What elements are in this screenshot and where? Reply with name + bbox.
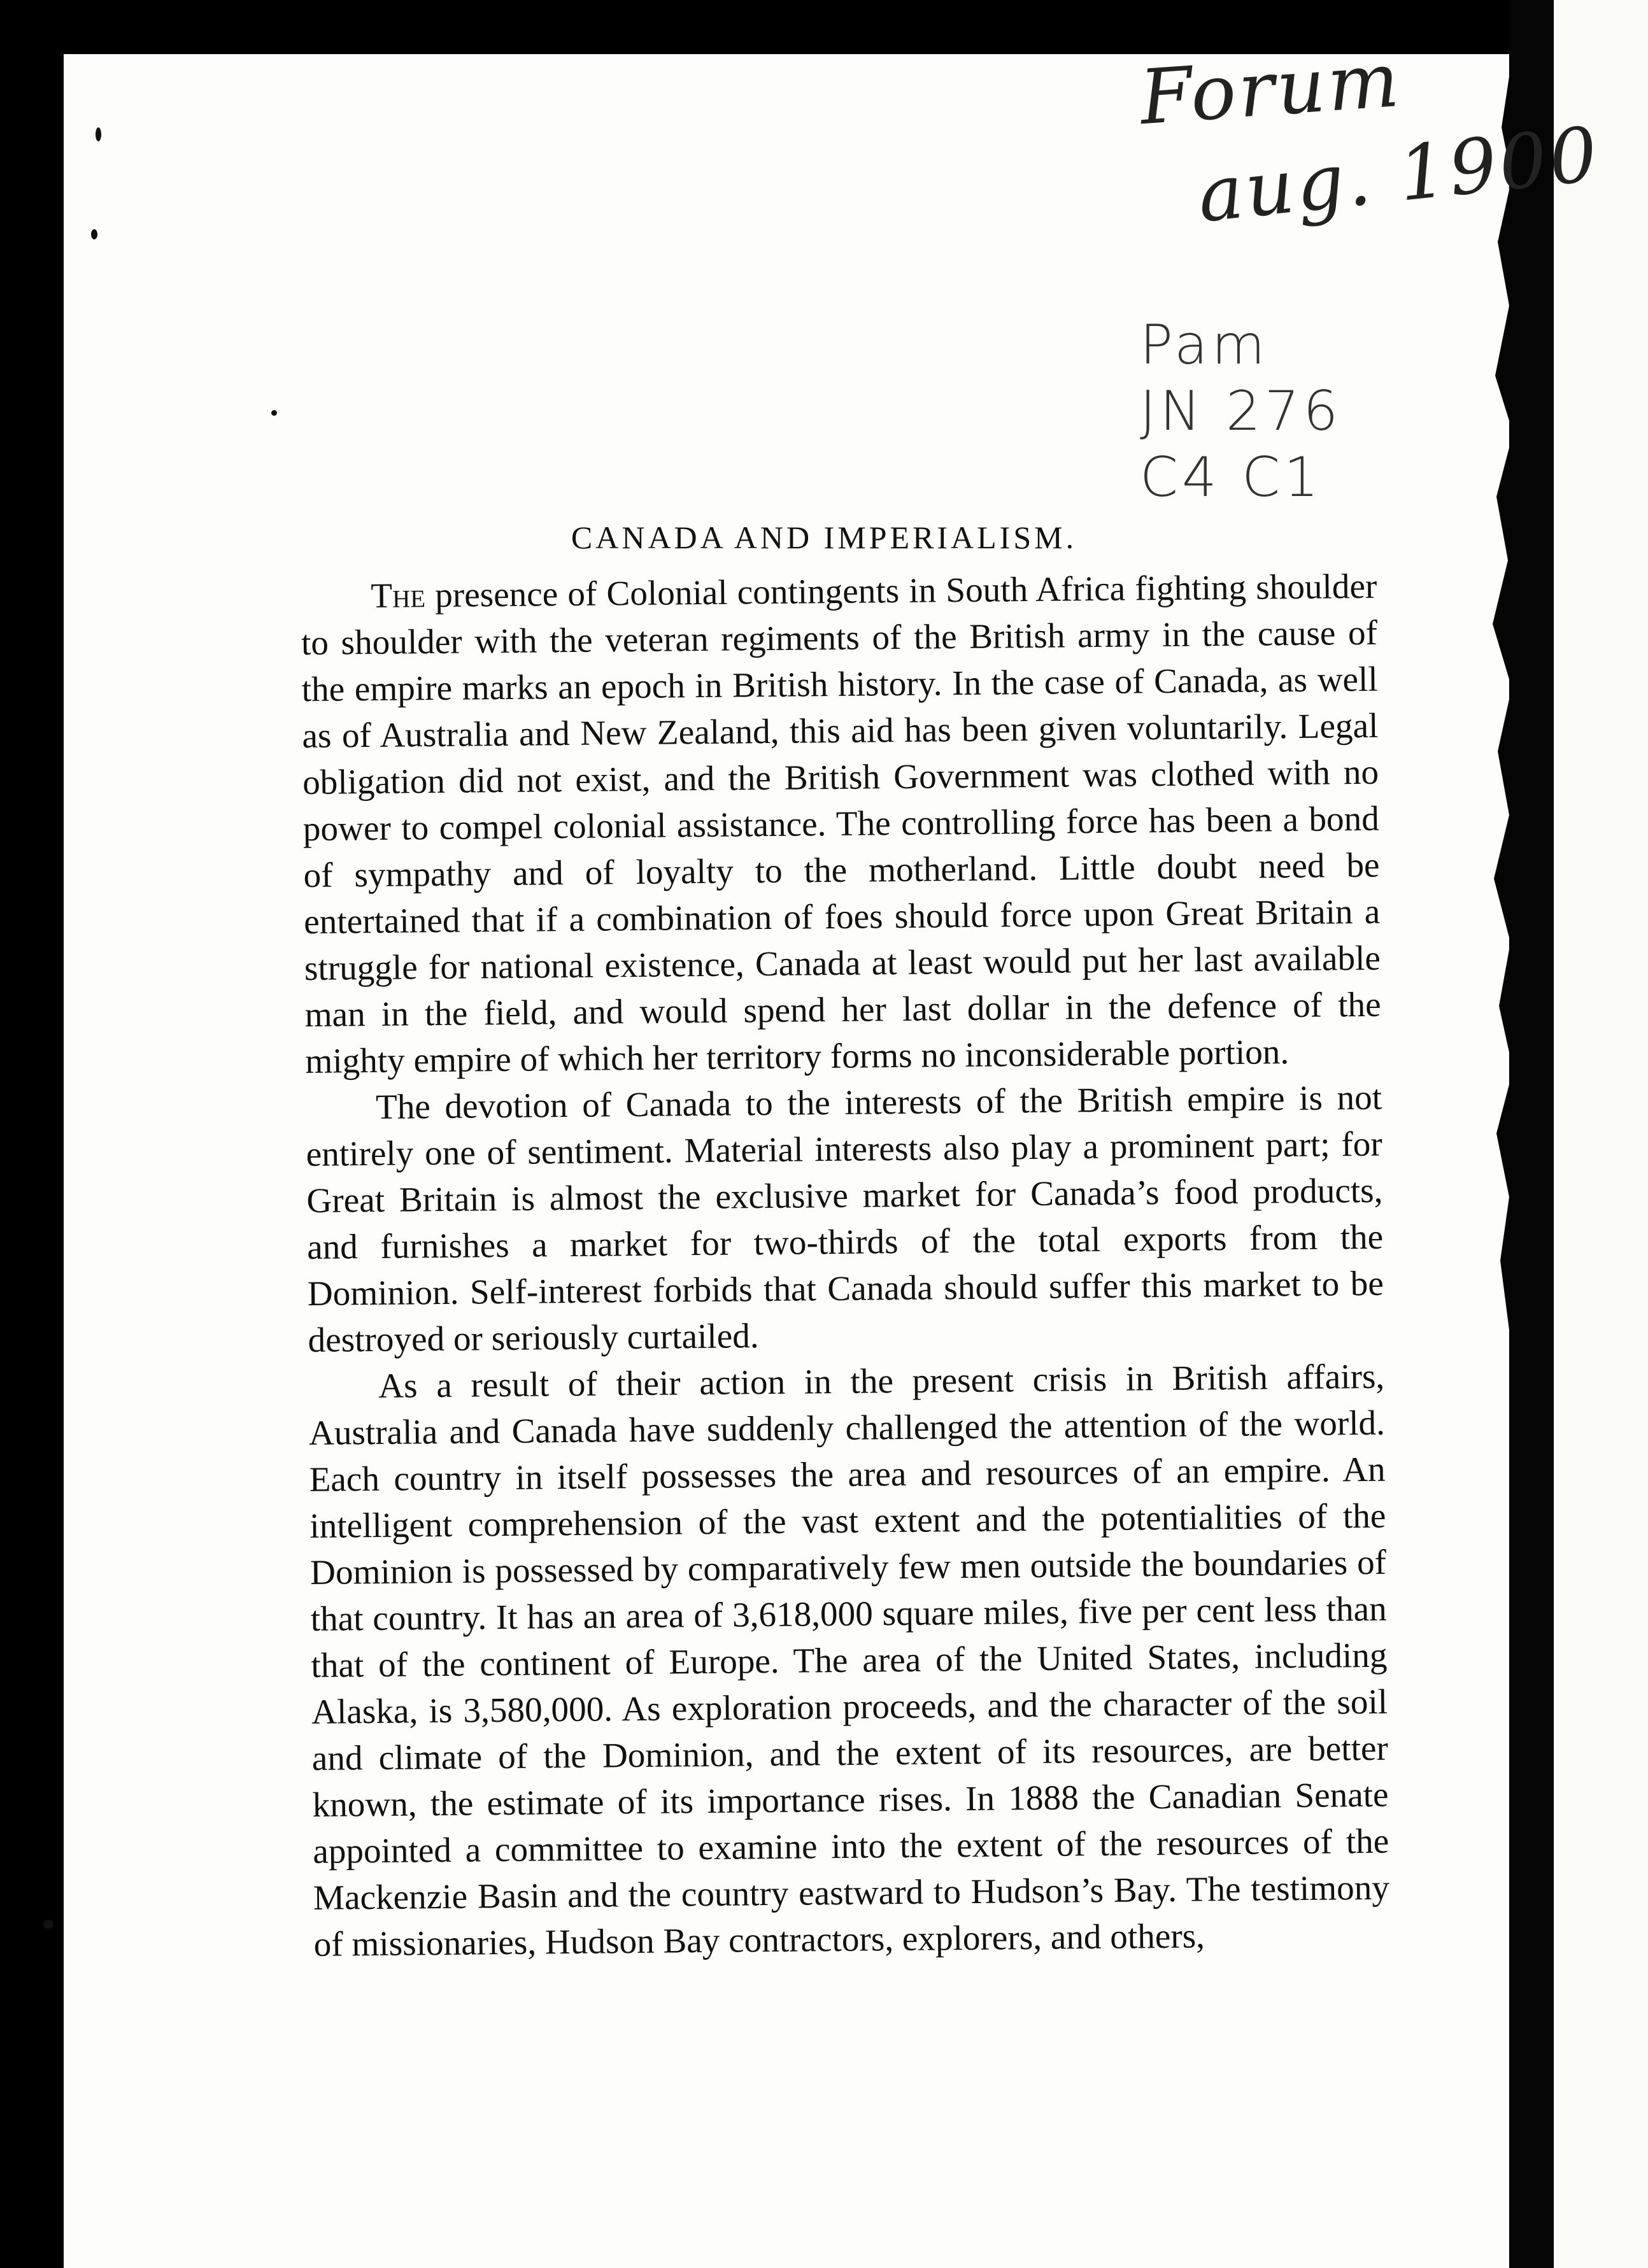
paragraph [301,563,1382,1084]
call-number-line: C4 C1 [1140,446,1323,509]
scan-speck [96,127,101,141]
paragraph-text: presence of Colonial contingents in South Africa fighting shoulder to shoulder with the veteran regiments of the British army in the cause of the empire marks an epoch in British history. In the case of Canada, as well as of Australia and New Zealand, this aid has been given voluntarily. Legal obligation did not exist, and the British Government was clothed with no power to compel colonial assistance. The controlling force has been a bond of sympathy and of loyalty to the motherland. Little doubt need be entertained that if a combination of foes should force upon Great Britain a struggle for national existence, Canada at least would put her last available man in the field, and would spend her last dollar in the defence of the mighty empire of which her territory forms no inconsiderable portion. [301,566,1381,1081]
adjacent-page-strip [1554,0,1648,2268]
scan-speck [91,229,97,239]
article-body [301,563,1390,1967]
paragraph: As a result of their action in the present crisis in British affairs, Australia and Canada have suddenly challenged the attention of the world. Each country in itself possesses the area and resources of an empire. An intelligent comprehension of the vast extent and the potentialities of the Dominion is possessed by comparatively few men outside the boundaries of that country. It has an area of 3,618,000 square miles, five per cent less than that of the continent of Europe. The area of the United States, including Alaska, is 3,580,000. As exploration proceeds, and the character of the soil and climate of the Dominion, and the extent of its resources, are better known, the estimate of its importance rises. In 1888 the Canadian Senate appointed a committee to examine into the extent of the resources of the Mackenzie Basin and the country eastward to Hudson’s Bay. The testimony of missionaries, Hudson Bay contractors, explorers, and others, [308,1356,1390,1964]
article-title: CANADA AND IMPERIALISM. [571,520,1077,555]
call-number-line: Pam [1140,313,1269,377]
paragraph: The devotion of Canada to the interests of the British empire is not entirely one of sentiment. Material interests also play a prominent part; for Great Britain is almost the exclusive market for Canada’s food products, and furnishes a market for two-thirds of the total exports from the Dominion. Self-interest forbids that Canada should suffer this market to be destroyed or seriously curtailed. [306,1077,1384,1359]
torn-edge [1484,76,1522,1350]
handwritten-note-date: aug. 1900 [1193,110,1604,239]
lead-word: The [371,576,426,615]
handwritten-note-source: Forum [1137,35,1405,142]
call-number [1140,312,1342,511]
scan-speck [271,410,277,416]
call-number-line: JN 276 [1140,379,1342,443]
scan-speck [43,1920,53,1929]
